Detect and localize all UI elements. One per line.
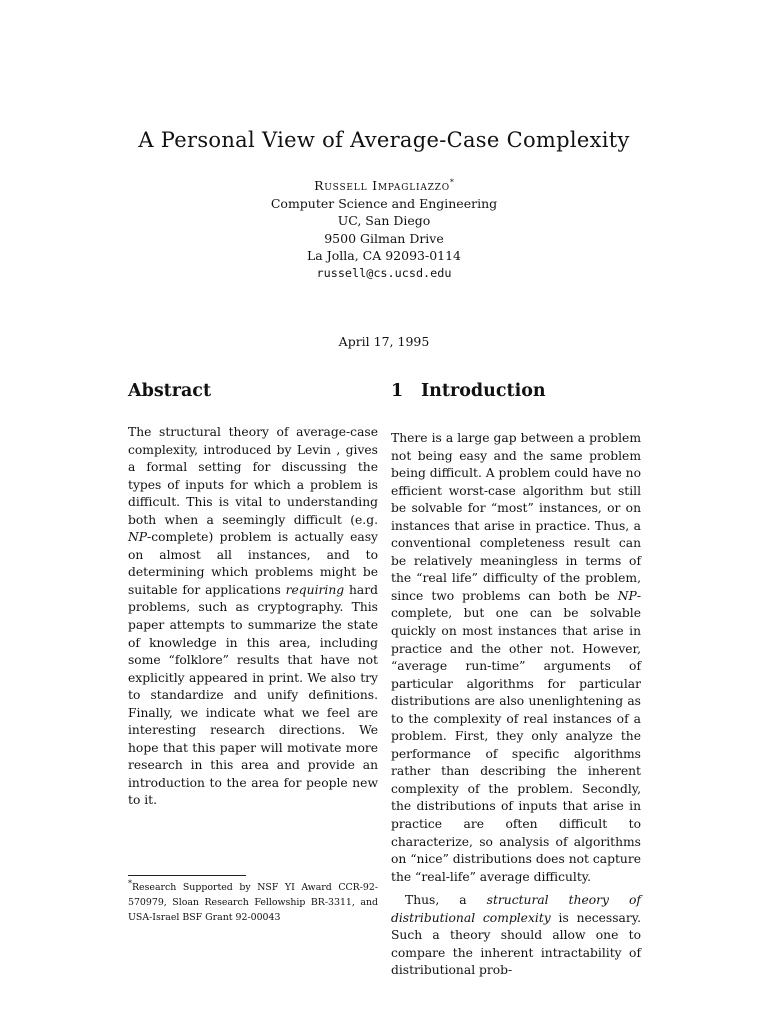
footnote (128, 880, 378, 925)
introduction-body (391, 430, 641, 980)
footnote-rule (128, 875, 246, 876)
intro-p2-text-b: is necessary. Such a theory should allow one to compare the inherent intractability of distributional prob- (391, 910, 641, 978)
intro-paragraph-2 (391, 892, 641, 980)
intro-text-a: There is a large gap between a problem not being easy and the same problem being difficult. A problem could have no efficient worst-case algorithm but still be solvable for “most” instances, or on instances that arise in practice. Thus, a conventional completeness result can be relatively meaningless in terms of the “real life” difficulty of the problem, since two problems can both be (391, 431, 641, 603)
intro-p2-emphasis: structural theory of distributional complexity (391, 893, 641, 925)
author-email: russell@cs.ucsd.edu (316, 265, 452, 280)
author-institution: UC, San Diego (337, 213, 431, 229)
paper-date: April 17, 1995 (338, 334, 430, 349)
section-title: Introduction (421, 381, 546, 401)
abstract-heading: Abstract (128, 381, 212, 401)
footnote-marker: * (128, 878, 132, 888)
author-city: La Jolla, CA 92093-0114 (306, 248, 462, 264)
author-name: Russell Impagliazzo (314, 178, 450, 193)
author-footnote-marker: * (449, 177, 454, 187)
abstract-text-b: -complete) problem is actually easy on almost all instances, and to determining which problems might be suitable for applications (128, 530, 378, 597)
paper-title: A Personal View of Average-Case Complexity (138, 128, 630, 152)
intro-np-term: NP (617, 588, 637, 603)
introduction-heading (391, 381, 546, 401)
author-block (0, 177, 768, 283)
intro-text-b: - complete, but one can be solvable quickly on most instances that arise in practice and the other not. However, “average run-time” arguments of particular algorithms for particular distributions are also unenlightening as to the complexity of real instances of a problem. First, they only analyze the performance of specific algorithms rather than describing the inherent complexity of the problem. Secondly, the distributions of inputs that arise in practice are often difficult to characterize, so analysis of algorithms on “nice” distributions does not capture the “real-life” average difficulty. (391, 588, 641, 884)
section-number: 1 (391, 381, 404, 401)
author-line (0, 177, 768, 195)
footnote-text: Research Supported by NSF YI Award CCR-92-570979, Sloan Research Fellowship BR-3311, and USA-Israel BSF Grant 92-00043 (128, 882, 378, 923)
intro-paragraph-1 (391, 430, 641, 886)
abstract-paragraph (128, 424, 378, 810)
abstract-requiring-term: requiring (285, 582, 345, 597)
abstract-np-term: NP (128, 530, 148, 545)
author-affiliation: Computer Science and Engineering (270, 195, 498, 211)
intro-p2-text-a: Thus, a (405, 893, 487, 908)
abstract-text-a: The structural theory of average-case complexity, introduced by Levin , gives a formal setting for discussing the types of inputs for which a problem is difficult. This is vital to understanding both when a seemingly difficult (e.g. (128, 425, 378, 527)
author-street: 9500 Gilman Drive (324, 230, 444, 246)
abstract-text-c: hard problems, such as cryptography. This paper attempts to summarize the state of knowledge in this area, including some “folklore” results that have not explicitly appeared in print. We also try to standardize and unify definitions. Finally, we indicate what we feel are interesting research directions. We hope that this paper will motivate more research in this area and provide an introduction to the area for people new to it. (128, 582, 378, 808)
abstract-body (128, 424, 378, 810)
